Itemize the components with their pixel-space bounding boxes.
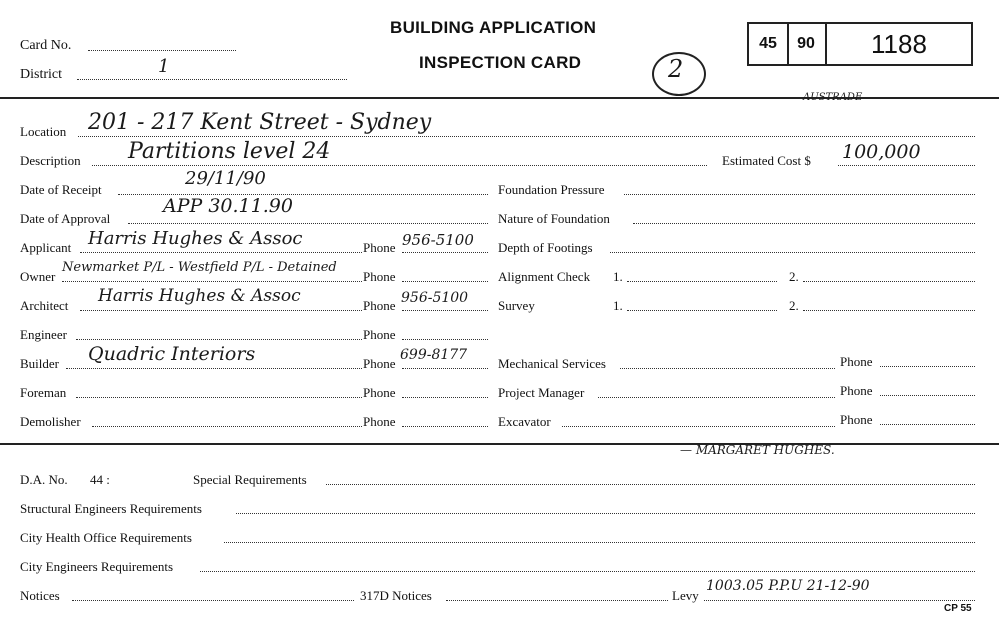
alignment-2-label: 2. <box>789 269 799 284</box>
owner-label: Owner <box>20 269 56 284</box>
foreman-phone-label: Phone <box>363 385 396 400</box>
foreman-label: Foreman <box>20 385 67 400</box>
builder-label: Builder <box>20 356 59 371</box>
architect-phone-field[interactable] <box>402 310 488 311</box>
circled-number: 2 <box>668 55 684 83</box>
foundation-pressure-label: Foundation Pressure <box>498 182 605 197</box>
architect-phone-value: 956-5100 <box>401 290 469 306</box>
approval-field[interactable] <box>128 223 488 224</box>
location-value: 201 - 217 Kent Street - Sydney <box>88 110 432 135</box>
engineer-field[interactable] <box>76 339 362 340</box>
special-req-field[interactable] <box>326 484 975 485</box>
survey-label: Survey <box>498 298 535 313</box>
owner-phone-field[interactable] <box>402 281 488 282</box>
applicant-value: Harris Hughes & Assoc <box>88 228 303 249</box>
structural-field[interactable] <box>236 513 975 514</box>
approval-value: APP 30.11.90 <box>163 195 293 217</box>
engineer-phone-field[interactable] <box>402 339 488 340</box>
title-line-1: BUILDING APPLICATION <box>390 18 597 37</box>
health-field[interactable] <box>224 542 975 543</box>
demolisher-phone-field[interactable] <box>402 426 488 427</box>
project-manager-phone-label: Phone <box>840 383 873 398</box>
austrade-note: AUSTRADE <box>803 92 863 103</box>
da-no-value: 44 : <box>90 472 110 487</box>
survey-2-label: 2. <box>789 298 799 313</box>
city-eng-field[interactable] <box>200 571 975 572</box>
demolisher-field[interactable] <box>92 426 362 427</box>
foreman-phone-field[interactable] <box>402 397 488 398</box>
applicant-phone-value: 956-5100 <box>402 231 474 249</box>
health-label: City Health Office Requirements <box>20 530 192 545</box>
special-req-label: Special Requirements <box>193 472 307 487</box>
applicant-label: Applicant <box>20 240 72 255</box>
city-eng-label: City Engineers Requirements <box>20 559 174 574</box>
levy-field[interactable] <box>704 600 975 601</box>
card-no-field[interactable] <box>88 50 236 51</box>
district-field[interactable] <box>77 79 347 80</box>
mechanical-label: Mechanical Services <box>498 356 606 371</box>
alignment-1-field[interactable] <box>627 281 777 282</box>
description-value: Partitions level 24 <box>128 139 331 164</box>
district-value: 1 <box>158 56 170 77</box>
survey-2-field[interactable] <box>803 310 975 311</box>
builder-value: Quadric Interiors <box>88 343 256 365</box>
district-label: District <box>20 67 62 82</box>
depth-footings-field[interactable] <box>610 252 975 253</box>
excavator-phone-field[interactable] <box>880 424 975 425</box>
project-manager-field[interactable] <box>598 397 835 398</box>
applicant-phone-label: Phone <box>363 240 396 255</box>
demolisher-phone-label: Phone <box>363 414 396 429</box>
excavator-field[interactable] <box>562 426 835 427</box>
mechanical-phone-field[interactable] <box>880 366 975 367</box>
title-line-2: INSPECTION CARD <box>419 53 582 72</box>
code-box-2: 90 <box>787 22 827 66</box>
builder-phone-field[interactable] <box>402 368 488 369</box>
alignment-label: Alignment Check <box>498 269 591 284</box>
foreman-field[interactable] <box>76 397 362 398</box>
builder-phone-value: 699-8177 <box>400 347 468 363</box>
mechanical-phone-label: Phone <box>840 354 873 369</box>
approval-label: Date of Approval <box>20 211 111 226</box>
excavator-label: Excavator <box>498 414 551 429</box>
applicant-phone-field[interactable] <box>402 252 488 253</box>
owner-phone-label: Phone <box>363 269 396 284</box>
description-label: Description <box>20 153 81 168</box>
nature-foundation-label: Nature of Foundation <box>498 211 610 226</box>
form-code: CP 55 <box>944 603 972 614</box>
survey-1-label: 1. <box>613 298 623 313</box>
survey-1-field[interactable] <box>627 310 777 311</box>
da-no-label: D.A. No. <box>20 472 68 487</box>
notices-317-label: 317D Notices <box>360 588 432 603</box>
project-manager-label: Project Manager <box>498 385 585 400</box>
applicant-field[interactable] <box>80 252 362 253</box>
foundation-pressure-field[interactable] <box>624 194 975 195</box>
location-field[interactable] <box>78 136 975 137</box>
mechanical-field[interactable] <box>620 368 835 369</box>
receipt-label: Date of Receipt <box>20 182 102 197</box>
alignment-1-label: 1. <box>613 269 623 284</box>
card-number-box: 1188 <box>827 22 973 66</box>
location-label: Location <box>20 124 67 139</box>
notices-label: Notices <box>20 588 60 603</box>
estimated-cost-label: Estimated Cost $ <box>722 153 811 168</box>
structural-label: Structural Engineers Requirements <box>20 501 202 516</box>
excavator-phone-label: Phone <box>840 412 873 427</box>
depth-footings-label: Depth of Footings <box>498 240 593 255</box>
project-manager-phone-field[interactable] <box>880 395 975 396</box>
levy-value: 1003.05 P.P.U 21-12-90 <box>706 578 870 594</box>
owner-field[interactable] <box>62 281 362 282</box>
architect-field[interactable] <box>80 310 362 311</box>
demolisher-label: Demolisher <box>20 414 81 429</box>
notices-317-field[interactable] <box>446 600 668 601</box>
owner-value: Newmarket P/L - Westfield P/L - Detained <box>62 260 337 275</box>
builder-field[interactable] <box>66 368 362 369</box>
middle-divider <box>0 443 999 445</box>
code-box-1: 45 <box>747 22 789 66</box>
card-no-label: Card No. <box>20 38 72 53</box>
architect-phone-label: Phone <box>363 298 396 313</box>
receipt-value: 29/11/90 <box>185 168 266 189</box>
architect-value: Harris Hughes & Assoc <box>98 286 301 306</box>
architect-label: Architect <box>20 298 69 313</box>
engineer-label: Engineer <box>20 327 67 342</box>
description-field[interactable] <box>92 165 707 166</box>
alignment-2-field[interactable] <box>803 281 975 282</box>
margaret-note: — MARGARET HUGHES. <box>680 443 835 457</box>
levy-label: Levy <box>672 588 699 603</box>
nature-foundation-field[interactable] <box>633 223 975 224</box>
notices-field[interactable] <box>72 600 354 601</box>
estimated-cost-value: 100,000 <box>842 141 921 163</box>
engineer-phone-label: Phone <box>363 327 396 342</box>
builder-phone-label: Phone <box>363 356 396 371</box>
estimated-cost-field[interactable] <box>838 165 975 166</box>
